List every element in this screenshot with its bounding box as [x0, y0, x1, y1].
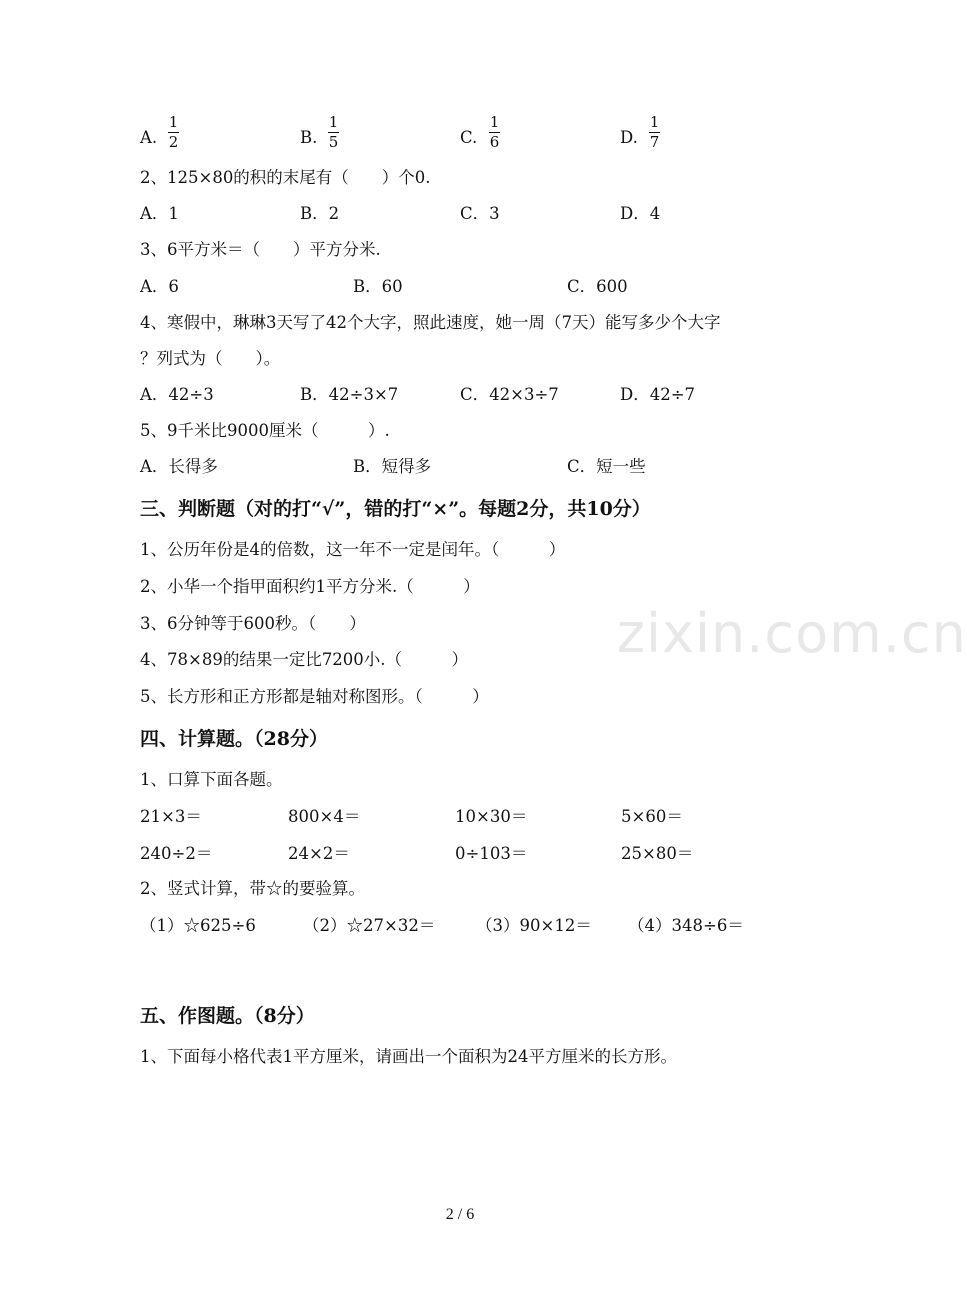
section3-title: 三、判断题（对的打“√”，错的打“×”。每题2分，共10分） [140, 498, 651, 520]
q3-option-a: A．6 [140, 277, 179, 296]
fraction-denominator: 6 [489, 133, 500, 151]
q2-option-c: C．3 [460, 204, 500, 223]
oral-calc-item: 21×3＝ [140, 807, 202, 826]
fraction-denominator: 5 [328, 133, 339, 151]
q2-option-d: D．4 [620, 204, 661, 223]
oral-calc-item: 25×80＝ [621, 844, 694, 863]
fraction-numerator: 1 [649, 113, 660, 131]
q1-option-a-letter: A. [140, 128, 158, 147]
section4-title: 四、计算题。（28分） [140, 728, 328, 750]
q5-option-a: A．长得多 [140, 457, 218, 476]
q2-option-b: B．2 [300, 204, 340, 223]
q1-option-c-fraction [489, 114, 500, 151]
q1-option-a-fraction [168, 114, 179, 151]
oral-calc-item: 24×2＝ [288, 844, 350, 863]
q1-option-c-letter: C. [460, 128, 478, 147]
section3-item-2: 2、小华一个指甲面积约1平方分米.（ ） [140, 577, 480, 596]
oral-calc-item: 240÷2＝ [140, 844, 213, 863]
fraction-denominator: 2 [168, 133, 179, 151]
q4-stem-line1: 4、寒假中，琳琳3天写了42个大字，照此速度，她一周（7天）能写多少个大字 [140, 313, 721, 332]
fraction-denominator: 7 [649, 133, 660, 151]
page-number: 2 / 6 [445, 1206, 475, 1223]
watermark: zixin.com.cn [616, 602, 967, 665]
fraction-numerator: 1 [328, 113, 339, 131]
q4-option-c: C．42×3÷7 [460, 385, 559, 404]
q2-stem: 2、125×80的积的末尾有（ ）个0. [140, 168, 431, 187]
section3-item-3: 3、6分钟等于600秒。（ ） [140, 614, 366, 633]
section5-item-1: 1、下面每小格代表1平方厘米，请画出一个面积为24平方厘米的长方形。 [140, 1047, 677, 1066]
vertical-calc-item: （2）☆27×32＝ [303, 916, 436, 935]
q5-option-c: C．短一些 [567, 457, 646, 476]
q1-option-b-letter: B. [300, 128, 318, 147]
q2-option-a: A．1 [140, 204, 179, 223]
oral-calc-item: 10×30＝ [455, 807, 528, 826]
q1-option-d-fraction [649, 114, 660, 151]
q4-option-d: D．42÷7 [620, 385, 696, 404]
q5-stem: 5、9千米比9000厘米（ ）. [140, 421, 390, 440]
q1-option-d-letter: D. [620, 128, 638, 147]
vertical-calc-item: （4）348÷6＝ [628, 916, 744, 935]
oral-calc-item: 0÷103＝ [455, 844, 528, 863]
q4-stem-line2: ？列式为（ ）。 [140, 349, 281, 368]
vertical-calc-item: （1）☆625÷6 [140, 916, 256, 935]
section3-item-5: 5、长方形和正方形都是轴对称图形。（ ） [140, 687, 489, 706]
oral-calc-item: 800×4＝ [288, 807, 361, 826]
section3-item-1: 1、公历年份是4的倍数，这一年不一定是闰年。（ ） [140, 540, 566, 559]
section3-item-4: 4、78×89的结果一定比7200小.（ ） [140, 650, 469, 669]
q3-option-c: C．600 [567, 277, 628, 296]
fraction-numerator: 1 [489, 113, 500, 131]
q3-stem: 3、6平方米＝（ ）平方分米. [140, 240, 381, 259]
section4-sub2: 2、竖式计算，带☆的要验算。 [140, 879, 365, 898]
q4-option-a: A．42÷3 [140, 385, 214, 404]
section5-title: 五、作图题。（8分） [140, 1005, 315, 1027]
fraction-numerator: 1 [168, 113, 179, 131]
section4-sub1: 1、口算下面各题。 [140, 770, 283, 789]
q4-option-b: B．42÷3×7 [300, 385, 399, 404]
q3-option-b: B．60 [353, 277, 403, 296]
oral-calc-item: 5×60＝ [621, 807, 683, 826]
vertical-calc-item: （3）90×12＝ [476, 916, 592, 935]
q1-option-b-fraction [328, 114, 339, 151]
q5-option-b: B．短得多 [353, 457, 432, 476]
